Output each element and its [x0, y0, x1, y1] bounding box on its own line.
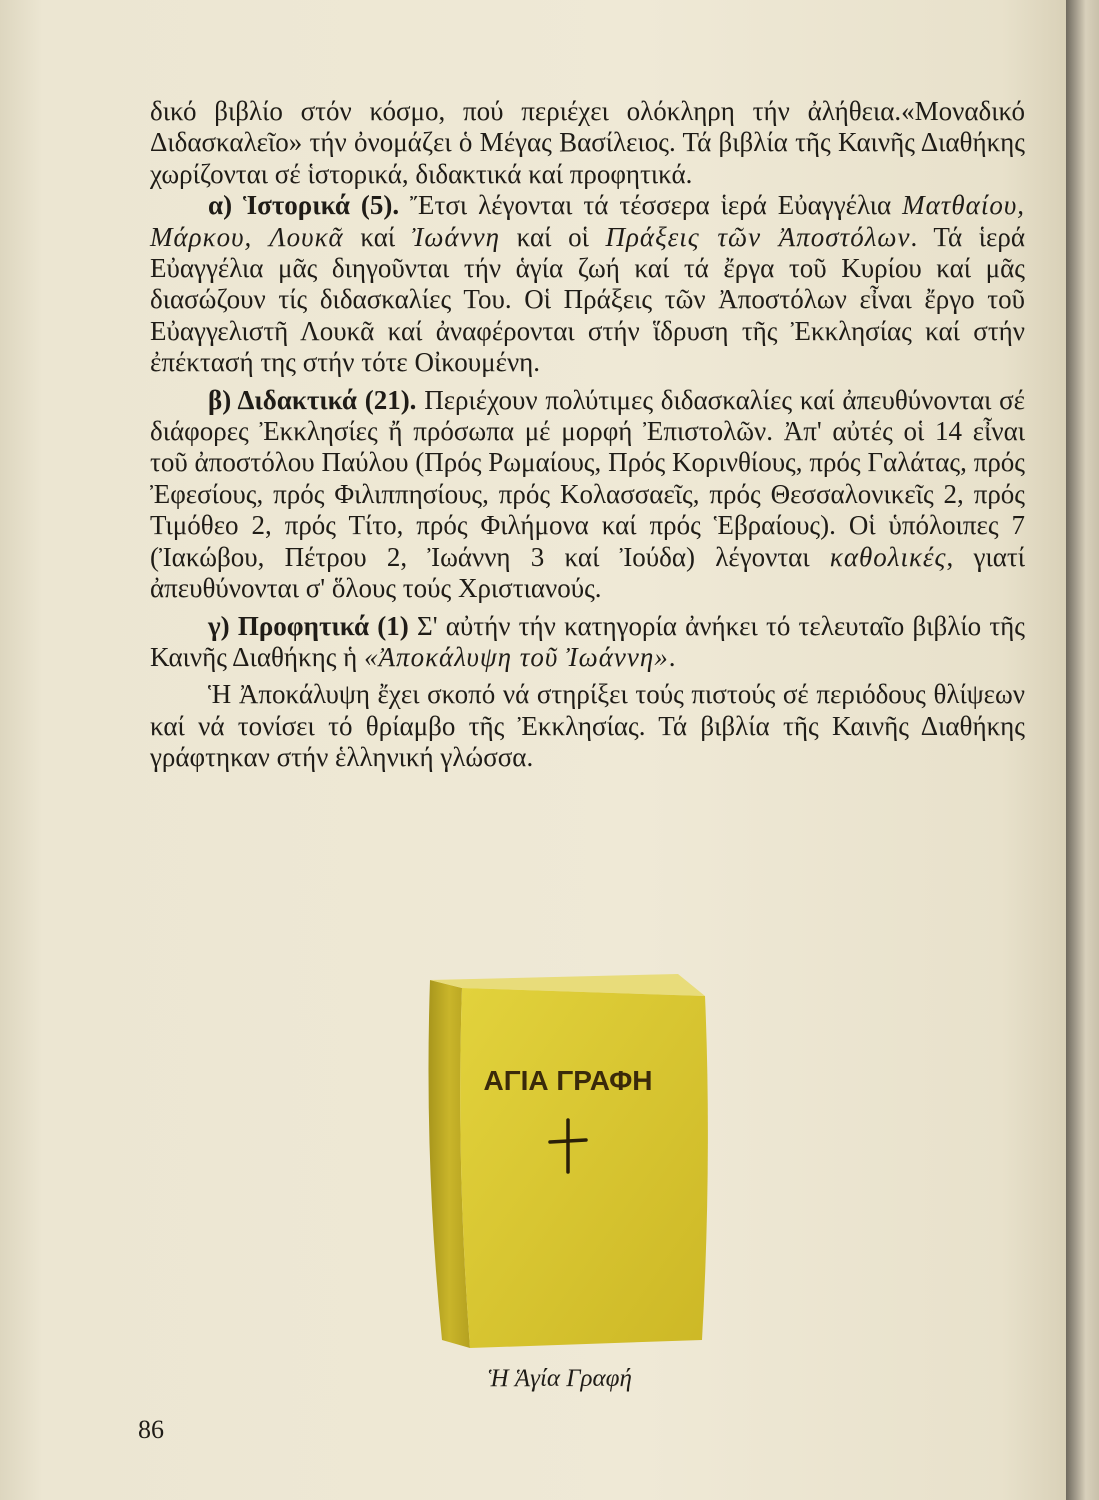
book-cover [460, 988, 708, 1348]
page-number: 86 [138, 1415, 164, 1444]
paragraph-revelation [150, 679, 1025, 773]
figure-caption: Ἡ Ἁγία Γραφή [488, 1365, 632, 1392]
page-edge [1066, 0, 1099, 1500]
historical-text-a: Ἔτσι λέγονται τά τέσσερα ἱερά Εὐαγγέλια [399, 190, 903, 221]
catholic-term: καθολικές [829, 541, 947, 572]
acts-title: Πράξεις τῶν Ἀποστόλων [605, 221, 911, 252]
revelation-text: Ἡ Ἀποκάλυψη ἔχει σκοπό νά στηρίξει τούς πιστούς σέ περιόδους θλίψεων καί νά τονίσει τό θρίαμβο τῆς Ἐκκλησίας. Τά βιβλία τῆς Καινῆς Διαθήκης γράφτηκαν στήν ἑλληνική γλώσσα. [150, 679, 1025, 773]
heading-historical: α) Ἱστορικά (5). [208, 190, 400, 221]
book-title: ΑΓΙΑ ΓΡΑΦΗ [483, 1065, 653, 1096]
body-text [150, 96, 1025, 774]
historical-text-c: καί οἱ [500, 221, 606, 252]
prophetic-text-b: . [668, 641, 676, 672]
intro-text: δικό βιβλίο στόν κόσμο, πού περιέχει ολόκληρη τήν ἀλήθεια.«Μοναδικό Διδασκαλεῖο» τήν ὀνομάζει ὁ Μέγας Βασίλειος. Τά βιβλία τῆς Καινῆς Διαθήκης χωρίζονται σέ ἱστορικά, διδακτικά καί προφητικά. [150, 96, 1025, 189]
paragraph-intro [150, 96, 1025, 190]
revelation-title: «Ἀποκάλυψη τοῦ Ἰωάννη» [364, 641, 669, 672]
didactic-text-a: Περιέχουν πολύτιμες διδασκαλίες καί ἀπευθύνονται σέ διάφορες Ἐκκλησίες ἤ πρόσωπα μέ μορφή Ἐπιστολῶν. Ἀπ' αὐτές οἱ 14 εἶναι τοῦ ἀποστόλου Παύλου (Πρός Ρωμαίους, Πρός Κορινθίους, πρός Γαλάτας, πρός Ἐφεσίους, πρός Φιλιππησίους, πρός Κολασσαεῖς, πρός Θεσσαλονικεῖς 2, πρός Τιμόθεο 2, πρός Τίτο, πρός Φιλήμονα καί πρός Ἑβραίους). Οἱ ὑπόλοιπες 7 (Ἰακώβου, Πέτρου 2, Ἰωάννη 3 καί Ἰούδα) λέγονται [150, 384, 1025, 572]
historical-text-b: καί [343, 221, 412, 252]
heading-prophetic: γ) Προφητικά (1) [208, 610, 409, 641]
prophetic-text-a: Σ' αὐτήν τήν κατηγορία ἀνήκει τό τελευταῖο βιβλίο τῆς Καινῆς Διαθήκης ἡ [150, 610, 1025, 672]
bible-illustration [420, 960, 720, 1360]
heading-didactic: β) Διδακτικά (21). [208, 384, 417, 415]
paragraph-didactic [150, 385, 1025, 605]
gospel-john: Ἰωάννη [411, 221, 501, 252]
paragraph-historical [150, 190, 1025, 378]
historical-text-d: . Τά ἱερά Εὐαγγέλια μᾶς διηγοῦνται τήν ἁγία ζωή καί τά ἔργα τοῦ Κυρίου καί μᾶς διασώζουν τίς διδασκαλίες Του. Οἱ Πράξεις τῶν Ἀποστόλων εἶναι ἔργο τοῦ Εὐαγγελιστῆ Λουκᾶ καί ἀναφέρονται στήν ἵδρυση τῆς Ἐκκλησίας καί στήν ἐπέκτασή της στήν τότε Οἰκουμένη. [150, 221, 1026, 378]
didactic-text-b: , γιατί ἀπευθύνονται σ' ὅλους τούς Χριστιανούς. [150, 541, 1025, 604]
gospel-names: Ματθαίου, Μάρκου, Λουκᾶ [150, 190, 1025, 252]
paragraph-prophetic [150, 611, 1025, 674]
